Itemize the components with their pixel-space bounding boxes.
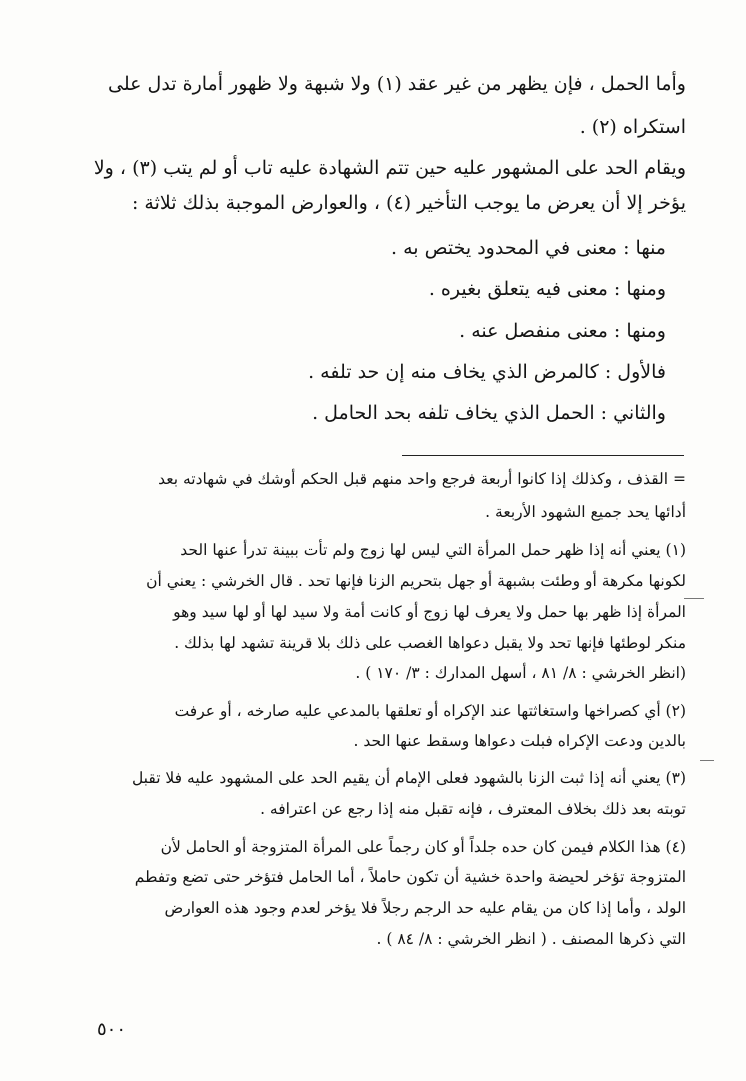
footnote-4: (٤) هذا الكلام فيمن كان حده جلداً أو كان رجماً على المرأة المتزوجة أو الحامل لأن xyxy=(160,838,686,856)
margin-mark xyxy=(684,598,704,599)
list-item: ومنها : معنى فيه يتعلق بغيره . xyxy=(428,278,666,300)
footnote-line: أدائها يحد جميع الشهود الأربعة . xyxy=(485,503,686,521)
footnote-2: (٢) أي كصراخها واستغاثتها عند الإكراه أو تعلقها بالمدعي عليه صارخه ، أو عرفت xyxy=(174,702,686,720)
footnote-line: توبته بعد ذلك بخلاف المعترف ، فإنه تقبل منه إذا رجع عن اعترافه . xyxy=(260,800,686,818)
footnote-line: الولد ، وأما إذا كان من يقام عليه حد الرجم رجلاً فلا يؤخر لعدم وجود هذه العوارض xyxy=(164,899,686,917)
footnote-line: التي ذكرها المصنف . ( انظر الخرشي : ٨/ ٨٤ ) . xyxy=(376,930,686,948)
paragraph-line: ويقام الحد على المشهور عليه حين تتم الشهادة عليه تاب أو لم يتب (٣) ، ولا xyxy=(93,157,686,179)
footnote-3: (٣) يعني أنه إذا ثبت الزنا بالشهود فعلى الإمام أن يقيم الحد على المشهود عليه فلا تقبل xyxy=(131,769,686,787)
footnote-1: (١) يعني أنه إذا ظهر حمل المرأة التي ليس لها زوج ولم تأت ببينة تدرأ عنها الحد xyxy=(180,541,686,559)
list-item: منها : معنى في المحدود يختص به . xyxy=(391,237,666,259)
footnote-line: منكر لوطئها فإنها تحد ولا يقبل دعواها الغصب على ذلك بلا قرينة تشهد لها بذلك . xyxy=(174,634,686,652)
footnote-line: لكونها مكرهة أو وطئت بشبهة أو جهل بتحريم الزنا فإنها تحد . قال الخرشي : يعني أن xyxy=(146,572,686,590)
footnote-line: = القذف ، وكذلك إذا كانوا أربعة فرجع واحد منهم قبل الحكم أوشك في شهادته بعد xyxy=(158,470,686,488)
list-item: فالأول : كالمرض الذي يخاف منه إن حد تلفه . xyxy=(308,361,666,383)
list-item: ومنها : معنى منفصل عنه . xyxy=(459,320,666,342)
page-number: ٥٠٠ xyxy=(96,1019,126,1040)
footnote-line: المرأة إذا ظهر بها حمل ولا يعرف لها زوج أو كانت أمة ولا سيد لها أو لها سيد وهو xyxy=(173,603,686,621)
paragraph-line: يؤخر إلا أن يعرض ما يوجب التأخير (٤) ، والعوارض الموجبة بذلك ثلاثة : xyxy=(131,192,686,214)
list-item: والثاني : الحمل الذي يخاف تلفه بحد الحامل . xyxy=(312,402,666,424)
paragraph-line: استكراه (٢) . xyxy=(579,116,686,138)
footnote-line: (انظر الخرشي : ٨/ ٨١ ، أسهل المدارك : ٣/ ١٧٠ ) . xyxy=(355,664,686,682)
footnote-line: المتزوجة تؤخر لحيضة واحدة خشية أن تكون حاملاً ، أما الحامل فتؤخر حتى تضع وتفطم xyxy=(134,868,686,886)
footnote-separator xyxy=(402,455,684,456)
paragraph-line: وأما الحمل ، فإن يظهر من غير عقد (١) ولا شبهة ولا ظهور أمارة تدل على xyxy=(108,73,686,95)
margin-mark xyxy=(700,760,714,761)
footnote-line: بالدين ودعت الإكراه فبلت دعواها وسقط عنها الحد . xyxy=(353,732,686,750)
